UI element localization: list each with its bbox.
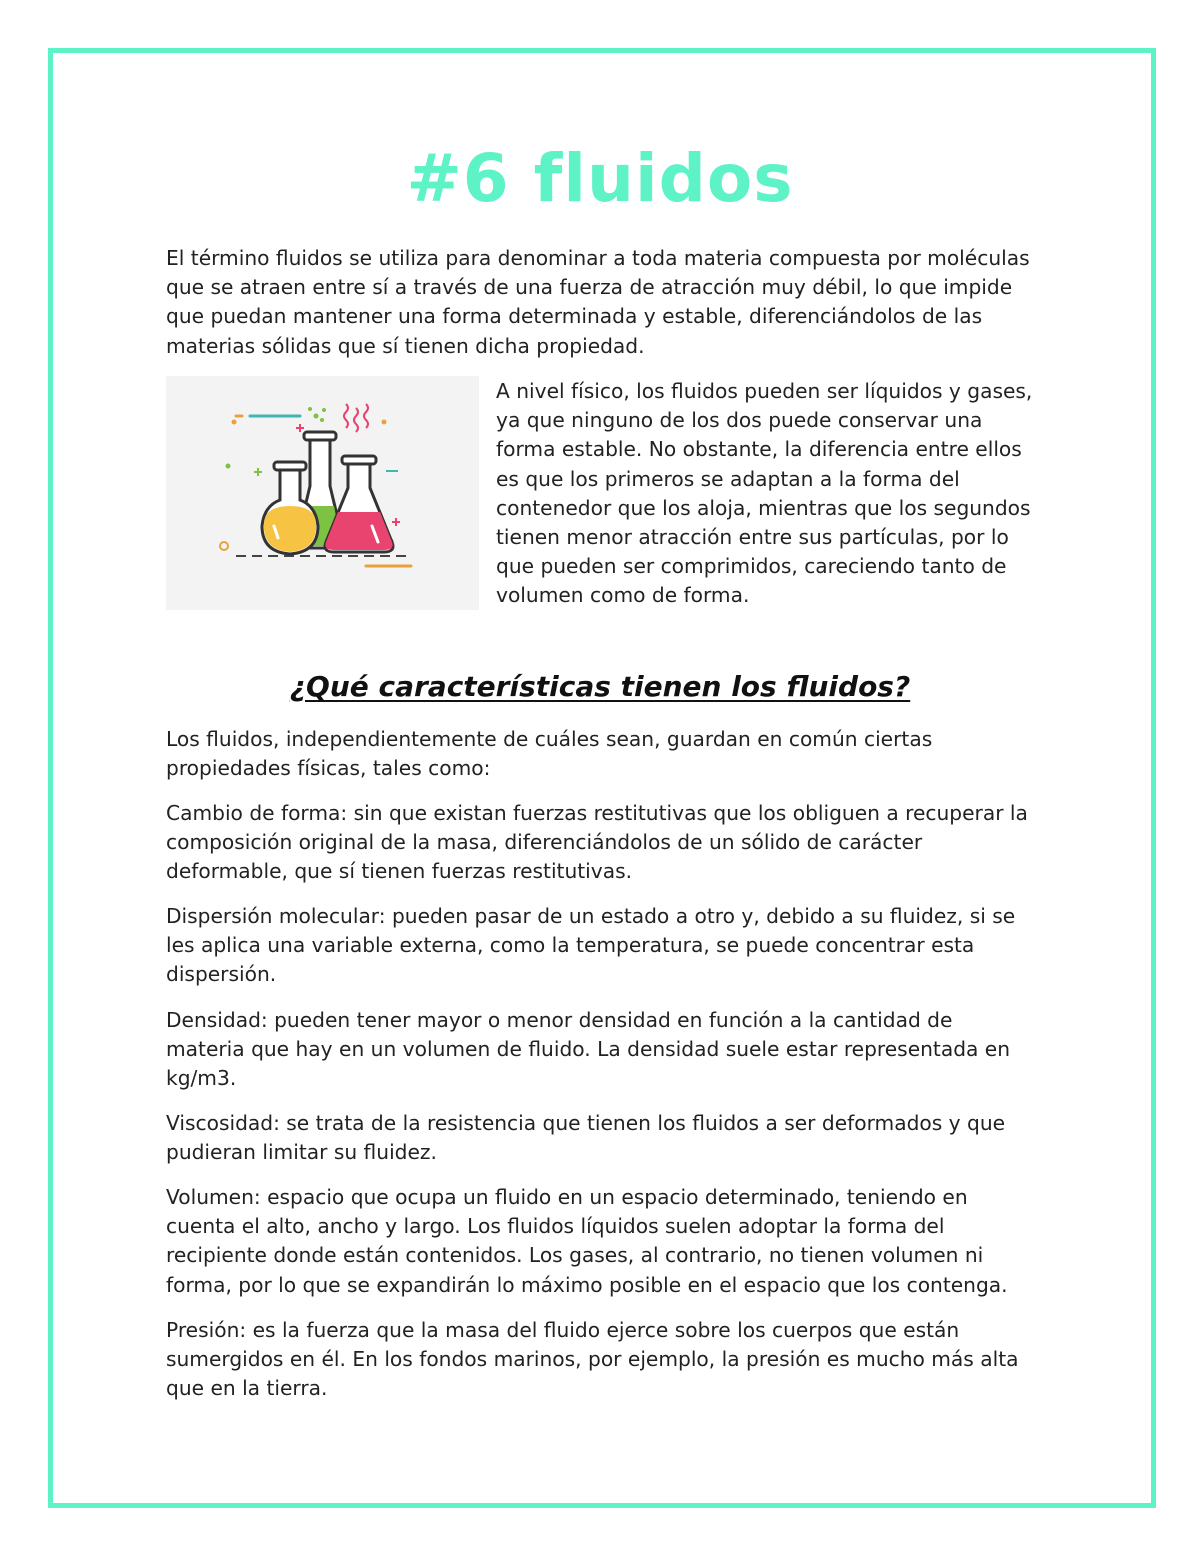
section-heading: ¿Qué características tienen los fluidos?	[289, 670, 911, 703]
lead-paragraph: Los fluidos, independientemente de cuáles sean, guardan en común ciertas propiedades físicas, tales como:	[166, 727, 933, 781]
page-title: #6 fluidos	[406, 140, 794, 217]
side-paragraph: A nivel físico, los fluidos pueden ser líquidos y gases, ya que ninguno de los dos puede conservar una forma estable. No obstante, la diferencia entre ellos es que los primeros se adaptan a la forma del contenedor que los aloja, mientras que los segundos tienen menor atracción entre sus partículas, por lo que pueden ser comprimidos, careciendo tanto de volumen como de forma.	[496, 379, 1033, 608]
chemistry-flasks-icon	[166, 376, 479, 610]
characteristic-dispersion-molecular: Dispersión molecular: pueden pasar de un estado a otro y, debido a su fluidez, si se les aplica una variable externa, como la temperatura, se puede concentrar esta dispersión.	[166, 904, 1016, 987]
chemistry-illustration	[166, 376, 479, 610]
intro-paragraph: El término fluidos se utiliza para denominar a toda materia compuesta por moléculas que se atraen entre sí a través de una fuerza de atracción muy débil, lo que impide que puedan mantener una forma determinada y estable, diferenciándolos de las materias sólidas que sí tienen dicha propiedad.	[166, 246, 1030, 358]
characteristic-volumen: Volumen: espacio que ocupa un fluido en un espacio determinado, teniendo en cuenta el alto, ancho y largo. Los fluidos líquidos suelen adoptar la forma del recipiente donde están contenidos. Los gases, al contrario, no tienen volumen ni forma, por lo que se expandirán lo máximo posible en el espacio que los contenga.	[166, 1185, 1008, 1297]
characteristic-cambio-de-forma: Cambio de forma: sin que existan fuerzas restitutivas que los obliguen a recuperar la composición original de la masa, diferenciándolos de un sólido de carácter deformable, que sí tienen fuerzas restitutivas.	[166, 801, 1028, 884]
characteristic-densidad: Densidad: pueden tener mayor o menor densidad en función a la cantidad de materia que hay en un volumen de fluido. La densidad suele estar representada en kg/m3.	[166, 1008, 1011, 1091]
characteristic-presion: Presión: es la fuerza que la masa del fluido ejerce sobre los cuerpos que están sumergidos en él. En los fondos marinos, por ejemplo, la presión es mucho más alta que en la tierra.	[166, 1318, 1019, 1401]
characteristic-viscosidad: Viscosidad: se trata de la resistencia que tienen los fluidos a ser deformados y que pudieran limitar su fluidez.	[166, 1111, 1006, 1165]
